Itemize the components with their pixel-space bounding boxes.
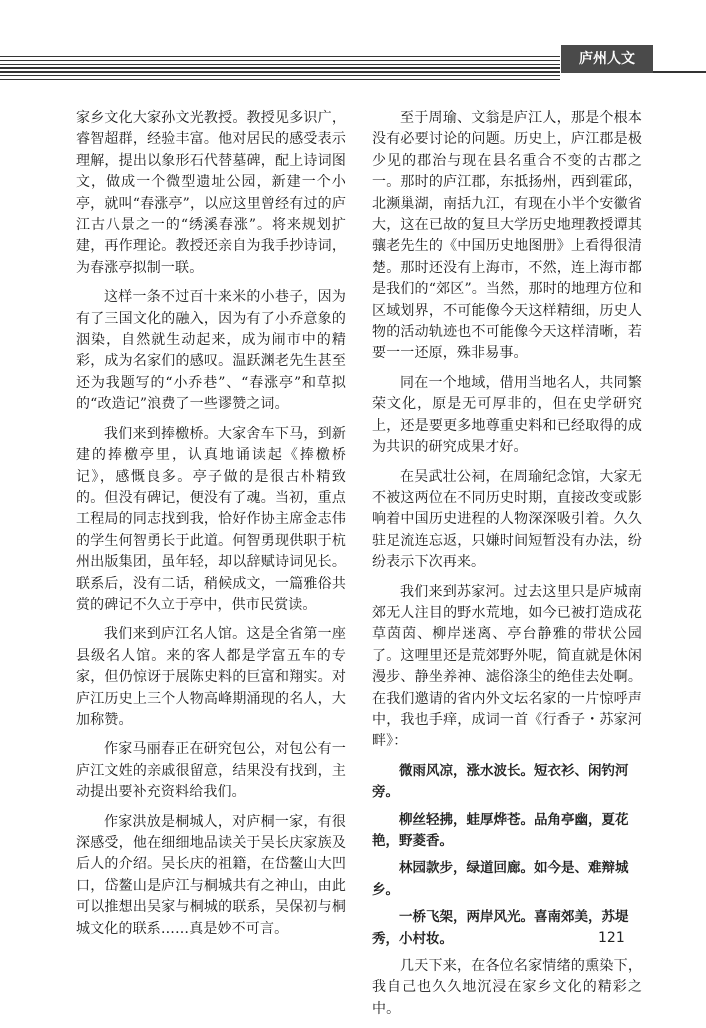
paragraph: 作家马丽春正在研究包公，对包公有一庐江文姓的亲戚很留意，结果没有找到，主动提出要补充资料给我们。 [76, 741, 346, 801]
paragraph: 同在一个地域，借用当地名人，共同繁荣文化，原是无可厚非的，但在史学研究上，还是要更多地尊重史料和已经取得的成为共识的研究成果才好。 [372, 374, 642, 456]
poem-line: 林园款步，绿道回廊。如今是、难辩城乡。 [372, 860, 629, 898]
paragraph: 我们来到庐江名人馆。这是全省第一座县级名人馆。来的客人都是学富五车的专家，但仍惊讶于展陈史料的巨富和翔实。对庐江历史上三个人物高峰期涌现的名人，大加称赞。 [76, 626, 346, 728]
header-decorative-stripes [0, 56, 560, 82]
right-column [372, 108, 642, 1028]
paragraph: 在吴武壮公祠，在周瑜纪念馆，大家无不被这两位在不同历史时期，直接改变或影响着中国历史进程的人物深深吸引着。久久驻足流连忘返，只嫌时间短暂没有办法，纷纷表示下次再来。 [372, 468, 642, 571]
header-rule [653, 71, 706, 73]
paragraph: 至于周瑜、文翁是庐江人，那是个根本没有必要讨论的问题。历史上，庐江郡是极少见的郡治与现在县名重合不变的古郡之一。那时的庐江郡，东抵扬州，西到霍邱，北濒巢湖，南括九江，有现在小半个安徽省大，这在已故的复旦大学历史地理教授谭其骧老先生的《中国历史地图册》上看得很清楚。那时还没有上海市，不然，连上海市都是我们的“郊区”。当然，那时的地理方位和区域划界，不可能像今天这样精细，历史人物的活动轨迹也不可能像今天这样清晰，若要一一还原，殊非易事。 [372, 110, 642, 362]
poem-line: 微雨风凉，涨水波长。短衣衫、闲钓河旁。 [372, 762, 629, 801]
paragraph: 作家洪放是桐城人，对庐桐一家，有很深感受，他在细细地品读关于吴长庆家族及后人的介绍。吴长庆的祖籍，在岱鳌山大凹口，岱鳌山是庐江与桐城共有之神山，由此可以推想出吴家与桐城的联系，吴保初与桐城文化的联系……真是妙不可言。 [76, 813, 346, 937]
poem-line: 一桥飞架，两岸风光。喜南郊美，苏堤秀，小村妆。 [372, 909, 629, 947]
paragraph: 我们来到捧檄桥。大家舍车下马，到新建的捧檄亭里，认真地诵读起《捧檄桥记》，感慨良多。亭子做的是很古朴精致的。但没有碑记，便没有了魂。当初，重点工程局的同志找到我，恰好作协主席金志伟的学生何智勇长于此道。何智勇现供职于杭州出版集团，虽年轻，却以辞赋诗词见长。联系后，没有二话，稍候成文，一篇雅俗共赏的碑记不久立于亭中，供市民赏读。 [76, 425, 346, 613]
section-label: 庐州人文 [561, 45, 653, 73]
page-number: 121 [598, 930, 625, 946]
paragraph: 我们来到苏家河。过去这里只是庐城南郊无人注目的野水荒地，如今已被打造成花草茵茵、柳岸迷离、亭台静雅的带状公园了。这哩里还是荒郊野外呢，简直就是休闲漫步、静坐养神、滤俗涤尘的绝佳去处啊。在我们邀请的省内外文坛名家的一片惊呼声中，我也手痒，成词一首《行香子・苏家河畔》： [372, 583, 642, 750]
poem-line: 柳丝轻拂，蛙厚烨苍。品角亭幽，夏花艳，野菱香。 [372, 811, 629, 849]
paragraph: 这样一条不过百十来米的小巷子，因为有了三国文化的融入，因为有了小乔意象的洇染，自然就生动起来，成为闹市中的精彩，成为名家们的感叹。温跃渊老先生甚至还为我题写的“小乔巷”、“春涨亭”和草拟的“改造记”浪费了一些谬赞之词。 [76, 289, 346, 413]
closing-paragraph: 几天下来，在各位名家情绪的熏染下，我自己也久久地沉浸在家乡文化的精彩之中。 [372, 958, 642, 1017]
poem [372, 761, 642, 950]
paragraph: 家乡文化大家孙文光教授。教授见多识广，睿智超群，经验丰富。他对居民的感受表示理解，提出以象形石代替墓碑，配上诗词图文，做成一个微型遗址公园，新建一个小亭，就叫“春涨亭”，以应这里曾经有过的庐江古八景之一的“绣溪春涨”。将来规划扩建，再作理论。教授还亲自为我手抄诗词，为春涨亭拟制一联。 [76, 110, 346, 276]
left-column [76, 108, 346, 948]
